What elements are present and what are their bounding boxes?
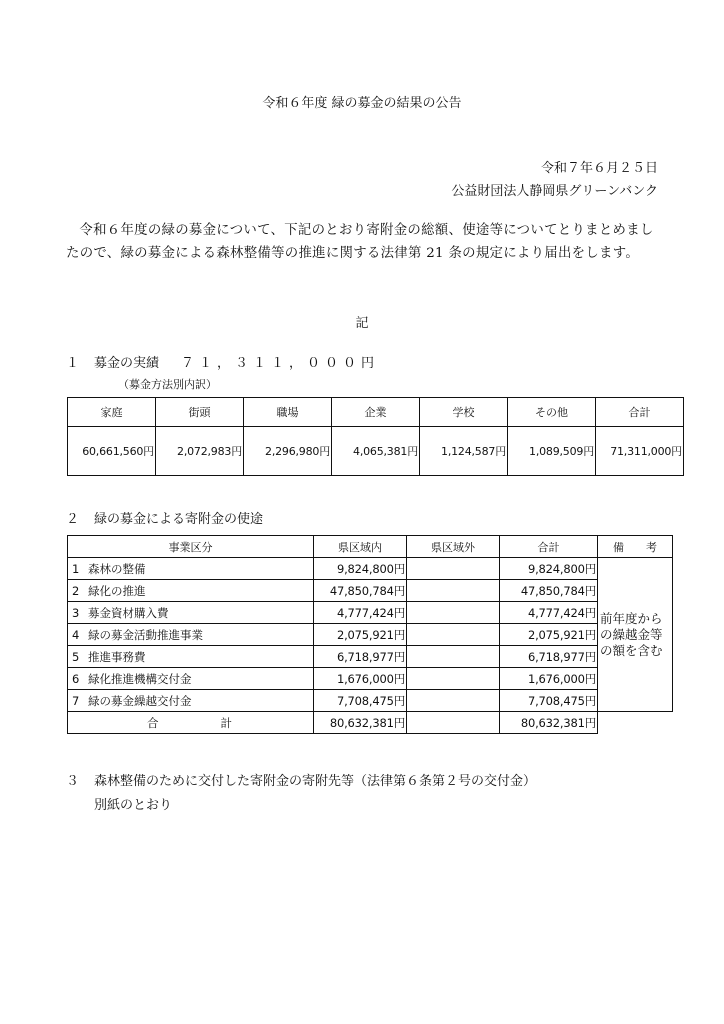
- total-cell: 2,075,921円: [500, 624, 598, 646]
- outside-cell: [407, 646, 500, 668]
- inside-cell: 1,676,000円: [314, 668, 407, 690]
- total-cell: 4,777,424円: [500, 602, 598, 624]
- outside-cell: [407, 602, 500, 624]
- header-category: 事業区分: [68, 536, 314, 558]
- value-cell: 4,065,381円: [332, 427, 420, 476]
- inside-cell: 2,075,921円: [314, 624, 407, 646]
- row-number: 7: [72, 693, 80, 708]
- header-inside: 県区域内: [314, 536, 407, 558]
- notice-date: 令和７年６月２５日: [540, 161, 658, 176]
- total-label: 合計: [68, 712, 314, 734]
- section2-number: ２: [66, 512, 80, 527]
- header-cell: 企業: [332, 398, 420, 427]
- category-cell: [68, 646, 314, 668]
- table-row: [68, 427, 684, 476]
- total-outside: [407, 712, 500, 734]
- header-cell: 学校: [420, 398, 508, 427]
- category-cell: [68, 624, 314, 646]
- section1-subheading: （募金方法別内訳）: [118, 378, 217, 391]
- inside-cell: 47,850,784円: [314, 580, 407, 602]
- row-number: 1: [72, 561, 80, 576]
- section3-note: 別紙のとおり: [94, 798, 173, 813]
- category-cell: [68, 668, 314, 690]
- table-header-row: [68, 398, 684, 427]
- row-number: 6: [72, 671, 80, 686]
- total-cell: 7,708,475円: [500, 690, 598, 712]
- remarks-cell: 前年度からの繰越金等の額を含む: [598, 558, 673, 712]
- outside-cell: [407, 690, 500, 712]
- header-cell: 街頭: [156, 398, 244, 427]
- value-cell: 2,072,983円: [156, 427, 244, 476]
- header-remarks: 備 考: [598, 536, 673, 558]
- table-row: [68, 580, 673, 602]
- row-number: 5: [72, 649, 80, 664]
- inside-cell: 6,718,977円: [314, 646, 407, 668]
- donation-method-table: [67, 397, 684, 476]
- section1-heading: [66, 352, 379, 371]
- row-number: 2: [72, 583, 80, 598]
- section3-number: ３: [66, 774, 80, 789]
- outside-cell: [407, 624, 500, 646]
- header-outside: 県区域外: [407, 536, 500, 558]
- row-name: 緑化推進機構交付金: [88, 671, 192, 686]
- value-cell: 60,661,560円: [68, 427, 156, 476]
- header-cell: 職場: [244, 398, 332, 427]
- row-name: 緑の募金繰越交付金: [88, 693, 192, 708]
- table-row: [68, 624, 673, 646]
- table-row: [68, 558, 673, 580]
- section1-amount: ７１，３１１，０００円: [181, 356, 380, 371]
- usage-table: [67, 535, 673, 734]
- inside-cell: 9,824,800円: [314, 558, 407, 580]
- total-cell: 1,676,000円: [500, 668, 598, 690]
- outside-cell: [407, 558, 500, 580]
- total-cell: 6,718,977円: [500, 646, 598, 668]
- table-header-row: [68, 536, 673, 558]
- value-cell: 2,296,980円: [244, 427, 332, 476]
- section3-heading: [66, 770, 536, 789]
- row-name: 緑化の推進: [88, 583, 146, 598]
- row-number: 4: [72, 627, 80, 642]
- inside-cell: 4,777,424円: [314, 602, 407, 624]
- section2-heading: [66, 508, 263, 527]
- header-cell: その他: [508, 398, 596, 427]
- value-cell: 71,311,000円: [596, 427, 684, 476]
- row-number: 3: [72, 605, 80, 620]
- category-cell: [68, 580, 314, 602]
- category-cell: [68, 602, 314, 624]
- value-cell: 1,124,587円: [420, 427, 508, 476]
- header-cell: 家庭: [68, 398, 156, 427]
- header-total: 合計: [500, 536, 598, 558]
- total-sum: 80,632,381円: [500, 712, 598, 734]
- table-row: [68, 646, 673, 668]
- category-cell: [68, 690, 314, 712]
- total-cell: 47,850,784円: [500, 580, 598, 602]
- inside-cell: 7,708,475円: [314, 690, 407, 712]
- table-row: [68, 668, 673, 690]
- section3-title: 森林整備のために交付した寄附金の寄附先等（法律第６条第２号の交付金）: [94, 774, 537, 789]
- page-title: 令和６年度 緑の募金の結果の公告: [262, 96, 462, 111]
- row-name: 緑の募金活動推進事業: [88, 627, 203, 642]
- total-row: [68, 712, 673, 734]
- table-row: [68, 690, 673, 712]
- value-cell: 1,089,509円: [508, 427, 596, 476]
- category-cell: [68, 558, 314, 580]
- outside-cell: [407, 668, 500, 690]
- organization-name: 公益財団法人静岡県グリーンバンク: [451, 184, 658, 199]
- table-row: [68, 602, 673, 624]
- row-name: 推進事務費: [88, 649, 146, 664]
- row-name: 募金資材購入費: [88, 605, 169, 620]
- section1-title: 募金の実績: [94, 356, 160, 371]
- intro-paragraph: 令和６年度の緑の募金について、下記のとおり寄附金の総額、使途等についてとりまとめましたので、緑の募金による森林整備等の推進に関する法律第 21 条の規定により届出をします。: [66, 223, 654, 261]
- section1-number: １: [66, 356, 80, 371]
- total-cell: 9,824,800円: [500, 558, 598, 580]
- outside-cell: [407, 580, 500, 602]
- total-inside: 80,632,381円: [314, 712, 407, 734]
- ki-heading: 記: [355, 316, 369, 331]
- row-name: 森林の整備: [88, 561, 146, 576]
- section2-title: 緑の募金による寄附金の使途: [94, 512, 264, 527]
- header-cell: 合計: [596, 398, 684, 427]
